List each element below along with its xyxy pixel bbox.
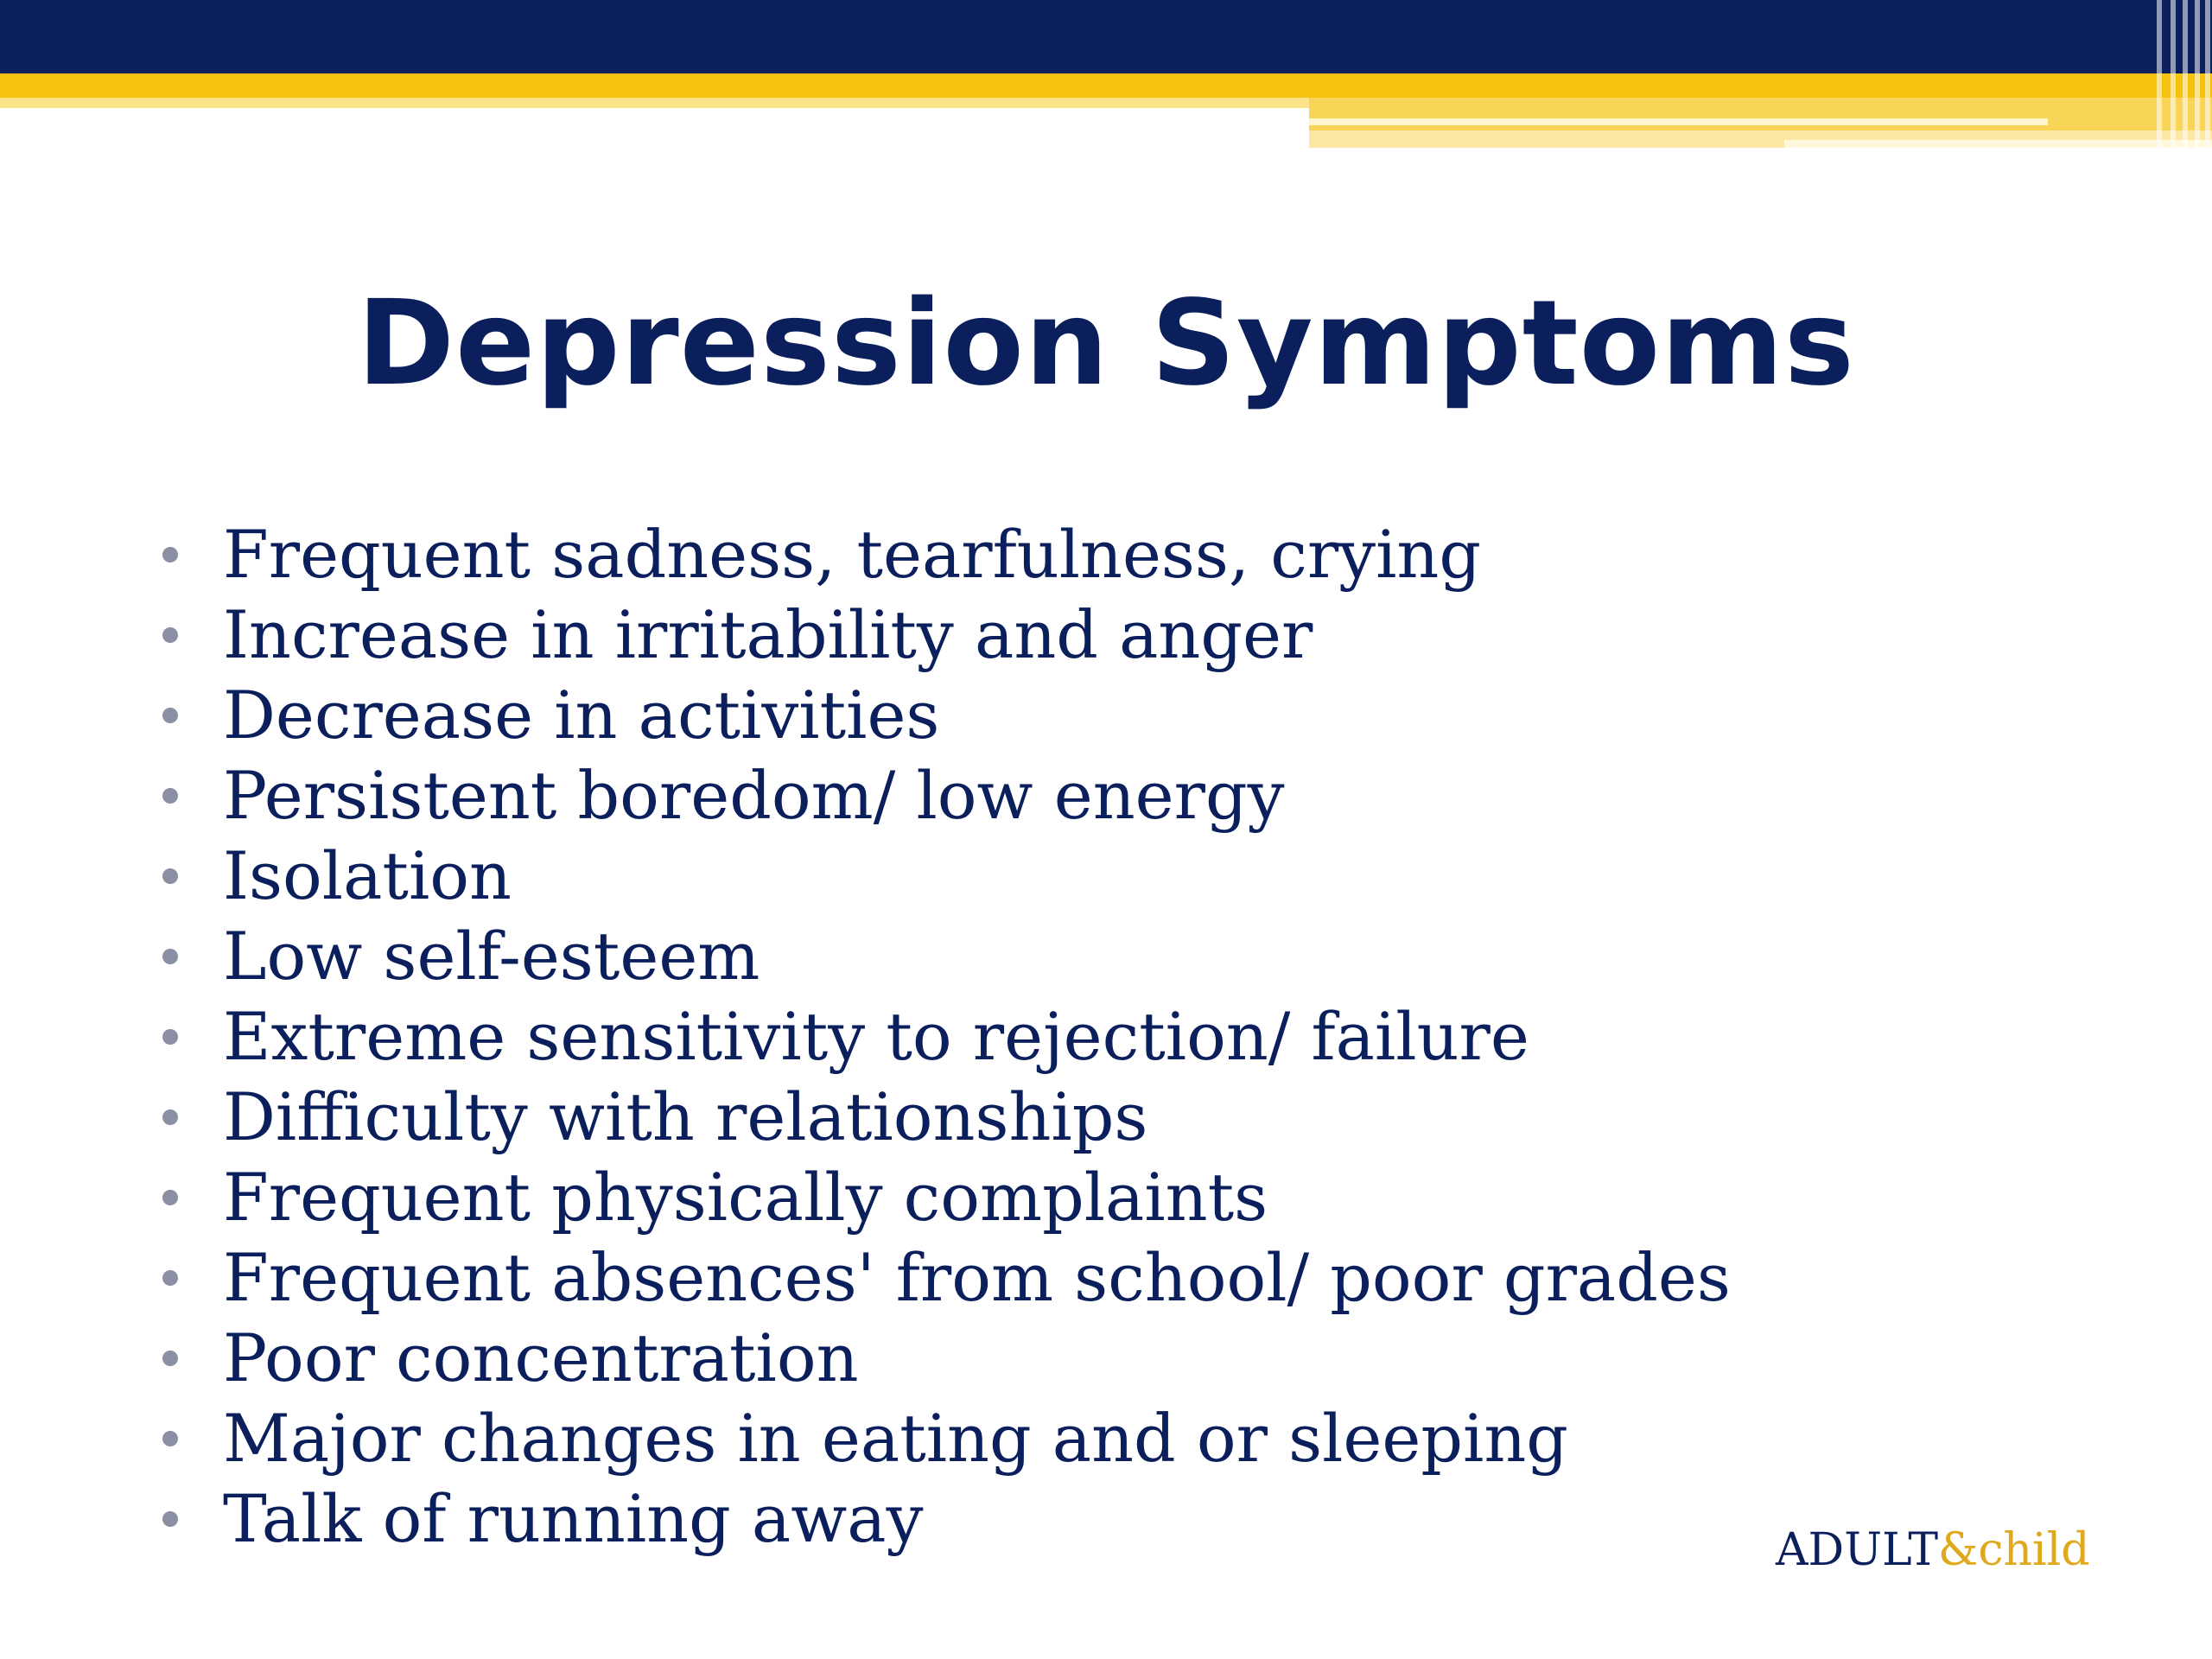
bullet-icon	[162, 868, 178, 884]
bullet-icon	[162, 1109, 178, 1125]
bullet-icon	[162, 1029, 178, 1045]
logo-text-child: &child	[1938, 1524, 2090, 1576]
list-item	[156, 1157, 1731, 1237]
symptom-list	[156, 514, 1731, 1559]
list-item-text: Frequent physically complaints	[223, 1159, 1268, 1236]
bullet-icon	[162, 949, 178, 964]
list-item-text: Isolation	[223, 837, 512, 914]
list-item	[156, 755, 1731, 836]
list-item-text: Frequent sadness, tearfulness, crying	[223, 516, 1481, 593]
logo-text-adult: ADULT	[1776, 1524, 1939, 1576]
header-pale-line	[1309, 118, 2048, 125]
list-item-text: Major changes in eating and or sleeping	[223, 1400, 1568, 1477]
list-item-text: Talk of running away	[223, 1480, 924, 1557]
bullet-icon	[162, 627, 178, 643]
list-item	[156, 1077, 1731, 1157]
bullet-icon	[162, 1511, 178, 1527]
header-navy-bar	[0, 0, 2212, 73]
bullet-icon	[162, 1190, 178, 1205]
list-item	[156, 514, 1731, 594]
bullet-icon	[162, 547, 178, 563]
list-item-text: Extreme sensitivity to rejection/ failure	[223, 998, 1529, 1075]
list-item	[156, 916, 1731, 996]
header-gold-right-bar	[1309, 98, 2212, 130]
list-item	[156, 836, 1731, 916]
list-item	[156, 675, 1731, 755]
bullet-icon	[162, 1270, 178, 1286]
list-item	[156, 1318, 1731, 1398]
bullet-icon	[162, 708, 178, 723]
bullet-icon	[162, 1351, 178, 1366]
list-item-text: Difficulty with relationships	[223, 1078, 1148, 1155]
list-item	[156, 1478, 1731, 1559]
header-stripes	[2152, 0, 2212, 151]
list-item-text: Low self-esteem	[223, 918, 760, 995]
list-item	[156, 996, 1731, 1077]
header-gold-bar	[0, 73, 2212, 98]
bullet-icon	[162, 788, 178, 804]
list-item-text: Increase in irritability and anger	[223, 596, 1313, 673]
header-gold-thin-bar	[0, 98, 1309, 108]
brand-logo	[1776, 1524, 2090, 1576]
bullet-icon	[162, 1431, 178, 1446]
slide-title: Depression Symptoms	[357, 276, 1855, 412]
list-item-text: Decrease in activities	[223, 677, 940, 753]
list-item	[156, 1398, 1731, 1478]
list-item	[156, 1237, 1731, 1318]
list-item-text: Poor concentration	[223, 1319, 859, 1396]
header-pale-line-short	[1784, 140, 2212, 148]
list-item	[156, 594, 1731, 675]
list-item-text: Frequent absences' from school/ poor grades	[223, 1239, 1731, 1316]
list-item-text: Persistent boredom/ low energy	[223, 757, 1285, 834]
